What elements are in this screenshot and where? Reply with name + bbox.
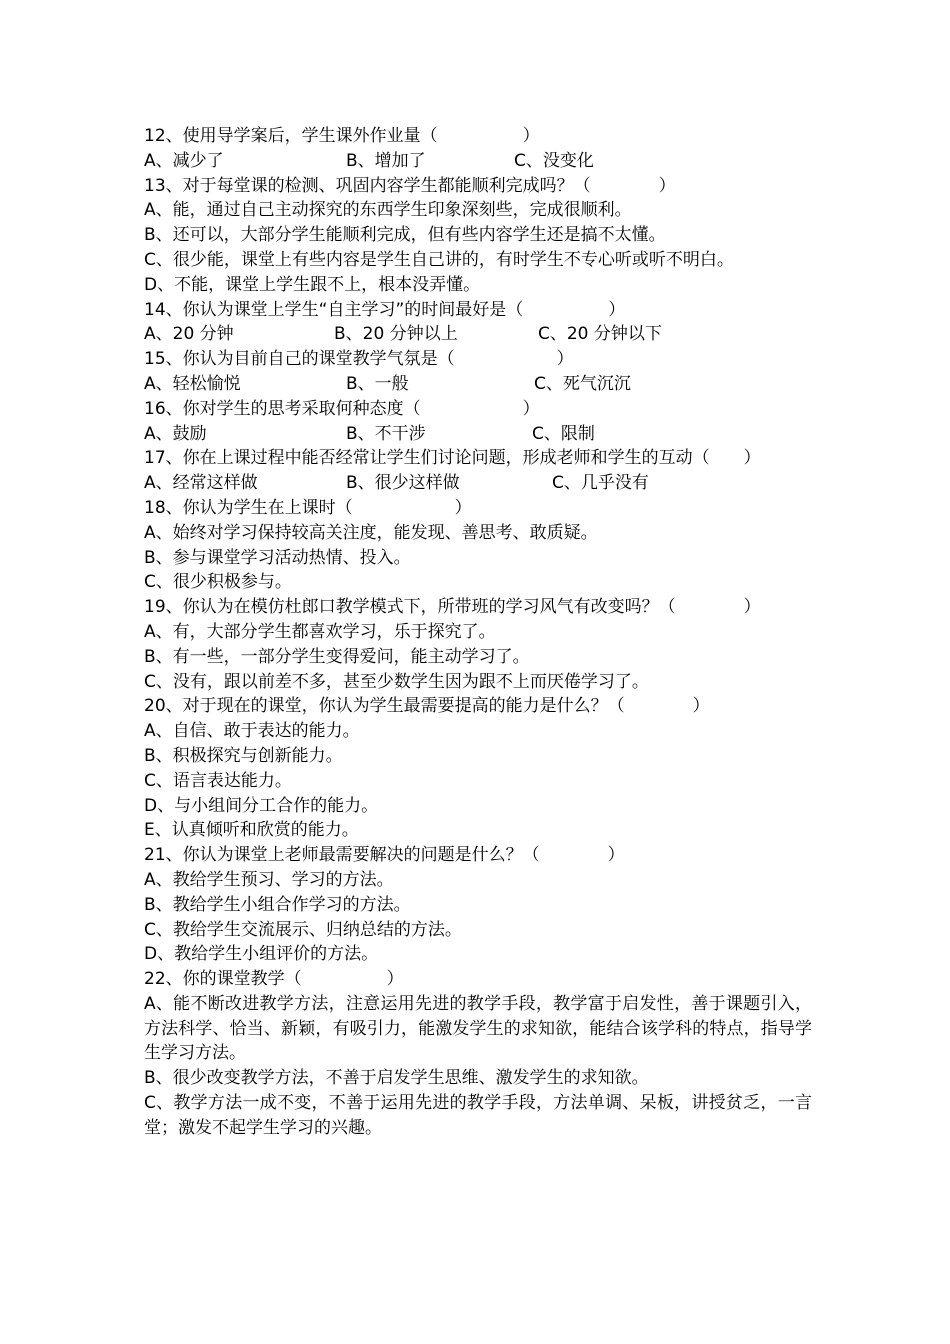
option-20-c: C、语言表达能力。 [144, 770, 292, 791]
option-20-d: D、与小组间分工合作的能力。 [144, 795, 379, 816]
option-15-b: B、一般 [346, 373, 409, 394]
option-12-b: B、增加了 [346, 150, 426, 171]
question-17-stem: 17、你在上课过程中能否经常让学生们讨论问题，形成老师和学生的互动（ ） [144, 448, 761, 469]
option-22-b: B、很少改变教学方法，不善于启发学生思维、激发学生的求知欲。 [144, 1068, 649, 1089]
option-13-a: A、能，通过自己主动探究的东西学生印象深刻些，完成很顺利。 [144, 200, 632, 221]
question-12-options [144, 149, 812, 174]
question-15-stem: 15、你认为目前自己的课堂教学气氛是（ ） [144, 349, 574, 370]
option-15-a: A、轻松愉悦 [144, 373, 241, 394]
option-22-c: C、教学方法一成不变，不善于运用先进的教学手段，方法单调、呆板，讲授贫乏，一言堂；激发不起学生学习的兴趣。 [144, 1093, 812, 1138]
question-18-stem: 18、你认为学生在上课时（ ） [144, 497, 472, 518]
option-18-c: C、很少积极参与。 [144, 572, 292, 593]
question-12-stem: 12、使用导学案后，学生课外作业量（ ） [144, 126, 540, 146]
question-19-stem: 19、你认为在模仿杜郎口教学模式下，所带班的学习风气有改变吗？（ ） [144, 597, 761, 618]
option-20-a: A、自信、敢于表达的能力。 [144, 721, 360, 742]
option-21-c: C、教给学生交流展示、归纳总结的方法。 [144, 919, 462, 940]
option-22-a: A、能不断改进教学方法，注意运用先进的教学手段，教学富于启发性，善于课题引入，方法科学、恰当、新颖，有吸引力，能激发学生的求知欲，能结合该学科的特点，指导学生学习方法。 [144, 993, 812, 1064]
option-19-a: A、有，大部分学生都喜欢学习，乐于探究了。 [144, 621, 496, 642]
option-17-a: A、经常这样做 [144, 473, 258, 494]
question-16-options [144, 422, 812, 447]
question-13-stem: 13、对于每堂课的检测、巩固内容学生都能顺利完成吗？（ ） [144, 175, 676, 196]
option-20-b: B、积极探究与创新能力。 [144, 745, 343, 766]
question-15-options [144, 372, 812, 397]
option-12-a: A、减少了 [144, 150, 224, 171]
option-19-c: C、没有，跟以前差不多，甚至少数学生因为跟不上而厌倦学习了。 [144, 671, 649, 692]
option-15-c: C、死气沉沉 [534, 373, 631, 394]
option-21-a: A、教给学生预习、学习的方法。 [144, 869, 394, 890]
option-14-a: A、20 分钟 [144, 324, 234, 345]
option-13-d: D、不能，课堂上学生跟不上，根本没弄懂。 [144, 274, 481, 295]
question-22-stem: 22、你的课堂教学（ ） [144, 969, 404, 990]
option-13-b: B、还可以，大部分学生能顺利完成，但有些内容学生还是搞不太懂。 [144, 225, 666, 246]
option-21-b: B、教给学生小组合作学习的方法。 [144, 894, 411, 915]
option-16-c: C、限制 [532, 423, 595, 444]
question-21-stem: 21、你认为课堂上老师最需要解决的问题是什么？（ ） [144, 845, 625, 866]
option-12-c: C、没变化 [514, 150, 594, 171]
option-16-a: A、鼓励 [144, 423, 207, 444]
option-19-b: B、有一些，一部分学生变得爱问，能主动学习了。 [144, 646, 530, 667]
questionnaire-body [144, 124, 812, 1141]
option-14-c: C、20 分钟以下 [538, 324, 662, 345]
question-14-stem: 14、你认为课堂上学生“自主学习”的时间最好是（ ） [144, 299, 626, 320]
option-13-c: C、很少能，课堂上有些内容是学生自己讲的，有时学生不专心听或听不明白。 [144, 249, 734, 270]
option-18-b: B、参与课堂学习活动热情、投入。 [144, 547, 411, 568]
question-17-options [144, 471, 812, 496]
option-16-b: B、不干涉 [346, 423, 426, 444]
option-17-b: B、很少这样做 [346, 473, 460, 494]
option-18-a: A、始终对学习保持较高关注度，能发现、善思考、敢质疑。 [144, 522, 598, 543]
question-14-options [144, 322, 812, 347]
option-20-e: E、认真倾听和欣赏的能力。 [144, 820, 359, 841]
option-14-b: B、20 分钟以上 [334, 324, 458, 345]
option-21-d: D、教给学生小组评价的方法。 [144, 944, 379, 965]
question-20-stem: 20、对于现在的课堂，你认为学生最需要提高的能力是什么？（ ） [144, 696, 710, 717]
question-16-stem: 16、你对学生的思考采取何种态度（ ） [144, 398, 540, 419]
option-17-c: C、几乎没有 [552, 473, 649, 494]
